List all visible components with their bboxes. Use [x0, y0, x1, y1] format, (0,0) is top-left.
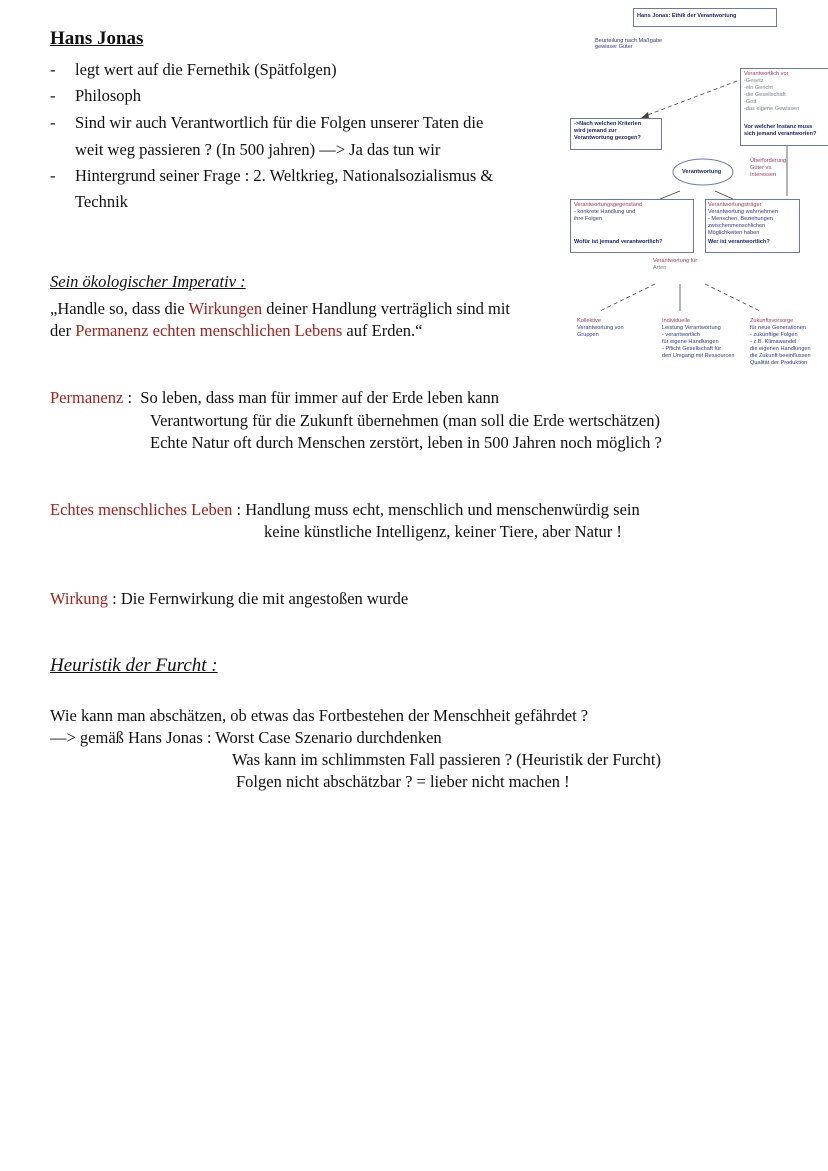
definition-text: Verantwortung für die Zukunft übernehmen (man soll die Erde wertschätzen) [150, 411, 660, 430]
imperative-heading: Sein ökologischer Imperativ : [50, 272, 246, 291]
bullet-item: Hintergrund seiner Frage : 2. Weltkrieg, Nationalsozialismus & [75, 166, 494, 185]
diagram-text: - verantwortlich [662, 332, 700, 338]
diagram-text: gewisser Güter [595, 44, 633, 50]
diagram-connectors [565, 6, 828, 368]
quote-highlight: Permanenz echten menschlichen Lebens [75, 321, 343, 340]
term: Wirkung [50, 589, 108, 608]
bullet-item-continued: Technik [75, 192, 128, 211]
diagram-text: -ein Gericht [744, 85, 773, 91]
diagram-text: Qualität der Produktion [750, 360, 808, 366]
connector-line [705, 284, 760, 311]
definition-text: Handlung muss echt, menschlich und menschenwürdig sein [245, 500, 640, 519]
separator: : [123, 388, 141, 407]
wirkung-definition [50, 589, 408, 609]
quote-text: auf Erden.“ [342, 321, 423, 340]
separator: : [232, 500, 246, 519]
bullet-dash: - [50, 166, 56, 185]
bullet-dash: - [50, 60, 56, 79]
diagram-text: Vor welcher Instanz muss [744, 124, 813, 130]
diagram-text: für neue Generationen [750, 325, 806, 331]
quote-text: der [50, 321, 76, 340]
diagram-text: -Gesetz [744, 78, 764, 84]
diagram-text: Verantwortungsgegenstand [574, 202, 643, 208]
diagram-text: Verantwortung von [577, 325, 624, 331]
diagram-text: Leistung Verantwortung [662, 325, 721, 331]
diagram-text: Wer ist verantwortlich? [708, 239, 770, 245]
imperative-line-1 [50, 299, 510, 319]
permanenz-definition [50, 388, 499, 408]
diagram-text: zwischenmenschlichen [708, 223, 766, 229]
diagram-text: Verantwortlich vor [744, 71, 789, 77]
diagram-text: Beurteilung nach Maßgabe [595, 38, 663, 44]
diagram-text: -Gott [744, 99, 757, 105]
connector-line [600, 284, 655, 311]
connector-line [645, 81, 737, 116]
bullet-item: Sind wir auch Verantwortlich für die Folgen unserer Taten die [75, 113, 484, 132]
diagram-text: Zukunftsvorsorge [750, 318, 794, 324]
diagram-text: Kollektive [577, 318, 601, 324]
bullet-item-continued: weit weg passieren ? (In 500 jahren) —> Ja das tun wir [75, 140, 441, 159]
concept-diagram [565, 6, 828, 368]
diagram-text: Verantwortung gezogen? [574, 135, 641, 141]
diagram-text: -die Gesellschaft [744, 92, 786, 98]
diagram-text: den Umgang mit Ressourcen [662, 353, 735, 359]
term: Echtes menschliches Leben [50, 500, 233, 519]
diagram-text: Verantwortung wahrnehmen [708, 209, 778, 215]
diagram-text: -das eigene Gewissen [744, 106, 800, 112]
page-title: Hans Jonas [50, 28, 144, 49]
diagram-text: Wofür ist jemand verantwortlich? [574, 239, 663, 245]
diagram-center-label: Verantwortung [682, 169, 722, 175]
diagram-text: Verantwortung für [653, 258, 698, 264]
quote-highlight: Wirkungen [188, 299, 263, 318]
diagram-text: - Menschen, Beziehungen [708, 216, 773, 222]
diagram-text: - z.B. Klimawandel [750, 339, 797, 345]
diagram-text: die Zukunft beeinflussen [750, 353, 811, 359]
bullet-item: Philosoph [75, 86, 142, 105]
diagram-text: - konkrete Handlung und [574, 209, 636, 215]
heuristik-text: —> gemäß Hans Jonas : Worst Case Szenario durchdenken [50, 728, 442, 747]
diagram-text: Güter vs. [750, 165, 773, 171]
diagram-text: - Pflicht Gesellschaft für [662, 346, 722, 352]
definition-text: Echte Natur oft durch Menschen zerstört, leben in 500 Jahren noch möglich ? [150, 433, 662, 452]
heuristik-heading: Heuristik der Furcht : [50, 655, 218, 676]
diagram-text: Möglichkeiten haben [708, 230, 760, 236]
quote-text: deiner Handlung verträglich sind mit [262, 299, 511, 318]
diagram-text: ihre Folgen [574, 216, 602, 222]
definition-text: keine künstliche Intelligenz, keiner Tiere, aber Natur ! [264, 522, 622, 541]
diagram-text: für eigene Handlungen [662, 339, 719, 345]
bullet-item: legt wert auf die Fernethik (Spätfolgen) [75, 60, 337, 79]
connector-line [660, 191, 680, 199]
bullet-dash: - [50, 113, 56, 132]
diagram-text: die eigenen Handlungen [750, 346, 811, 352]
imperative-line-2 [50, 321, 422, 341]
diagram-text: sich jemand verantworten? [744, 131, 817, 137]
diagram-text: Überforderung [750, 158, 787, 164]
definition-text: : Die Fernwirkung die mit angestoßen wurde [108, 589, 409, 608]
quote-text: „Handle so, dass die [50, 299, 189, 318]
bullet-dash: - [50, 86, 56, 105]
heuristik-text: Was kann im schlimmsten Fall passieren ? (Heuristik der Furcht) [232, 750, 661, 769]
diagram-text: - zukünftige Folgen [750, 332, 798, 338]
diagram-text: Verantwortungsträger [708, 202, 762, 208]
connector-line [715, 191, 733, 199]
echtes-leben-definition [50, 500, 640, 520]
diagram-text: Gruppen [577, 332, 599, 338]
definition-text: So leben, dass man für immer auf der Erde leben kann [140, 388, 500, 407]
diagram-text: Individuelle [662, 318, 690, 324]
diagram-text: Arten [653, 265, 667, 271]
diagram-text: wird jemand zur [574, 128, 617, 134]
diagram-title: Hans Jonas: Ethik der Verantwortung [637, 13, 737, 19]
diagram-text: ->Nach welchen Kriterien [574, 121, 641, 127]
diagram-text: Interessen [750, 172, 777, 178]
heuristik-text: Wie kann man abschätzen, ob etwas das Fortbestehen der Menschheit gefährdet ? [50, 706, 589, 725]
term: Permanenz [50, 388, 124, 407]
heuristik-text: Folgen nicht abschätzbar ? = lieber nicht machen ! [236, 772, 570, 791]
